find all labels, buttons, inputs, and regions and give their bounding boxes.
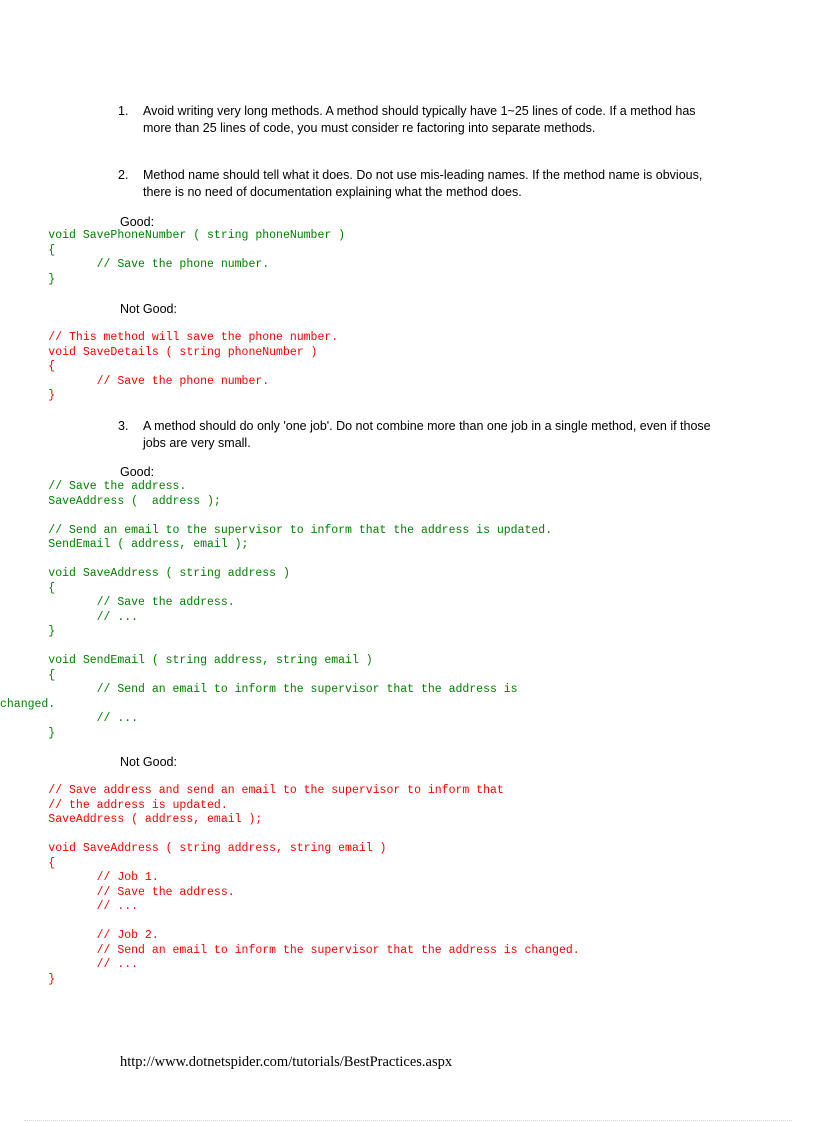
code-line: // Save address and send an email to the supervisor to inform that xyxy=(0,784,504,797)
code-line: { xyxy=(0,243,56,257)
code-line: SaveAddress ( address, email ); xyxy=(0,813,263,826)
code-line: // Save the address. xyxy=(0,596,235,609)
code-line xyxy=(0,553,816,568)
good-label: Good: xyxy=(120,465,155,479)
code-line: // Send an email to the supervisor to inform that the address is updated. xyxy=(0,523,553,537)
code-line: // the address is updated. xyxy=(0,798,228,812)
code-line: // ... xyxy=(0,712,139,725)
not-good-code-block xyxy=(0,784,816,987)
code-line: } xyxy=(0,625,56,638)
code-line: // This method will save the phone number. xyxy=(0,331,339,344)
code-line: void SendEmail ( string address, string email ) xyxy=(0,654,373,667)
code-line: } xyxy=(0,972,56,986)
list-item-text: Method name should tell what it does. Do not use mis-leading names. If the method name is obvious, there is no need of documentation explaining what the method does. xyxy=(143,168,703,199)
code-line: } xyxy=(0,272,56,286)
good-code-block xyxy=(0,229,816,287)
code-line: // Send an email to inform the supervisor that the address is changed. xyxy=(0,943,580,957)
code-line: // ... xyxy=(0,610,139,624)
code-line: // Save the phone number. xyxy=(0,374,270,388)
code-line: void SavePhoneNumber ( string phoneNumber ) xyxy=(0,229,346,242)
code-line: // Job 1. xyxy=(0,871,159,884)
code-line: changed. xyxy=(0,697,56,711)
list-item-number: 1. xyxy=(118,104,129,118)
not-good-label: Not Good: xyxy=(120,302,177,316)
not-good-label: Not Good: xyxy=(120,755,177,769)
code-line: void SaveAddress ( string address, string email ) xyxy=(0,842,387,855)
list-item-2 xyxy=(118,167,718,201)
footer-url: http://www.dotnetspider.com/tutorials/BestPractices.aspx xyxy=(120,1054,453,1070)
code-line: { xyxy=(0,668,56,682)
good-code-block xyxy=(0,480,816,741)
code-line: // Save the phone number. xyxy=(0,258,270,271)
code-line: // ... xyxy=(0,900,139,913)
code-line xyxy=(0,509,816,524)
code-line: // Save the address. xyxy=(0,480,187,493)
code-line: SendEmail ( address, email ); xyxy=(0,538,249,551)
code-line: // Send an email to inform the supervisor that the address is xyxy=(0,683,518,696)
list-item-text: A method should do only 'one job'. Do not combine more than one job in a single method, even if those jobs are very small. xyxy=(143,419,711,450)
list-item-number: 3. xyxy=(118,419,129,433)
code-line: void SaveAddress ( string address ) xyxy=(0,567,290,580)
list-item-text: Avoid writing very long methods. A method should typically have 1~25 lines of code. If a method has more than 25 lines of code, you must consider re factoring into separate methods. xyxy=(143,104,696,135)
list-item-number: 2. xyxy=(118,168,129,182)
code-line: { xyxy=(0,360,56,373)
list-item-1 xyxy=(118,103,718,137)
code-line: SaveAddress ( address ); xyxy=(0,494,221,508)
code-line: // Job 2. xyxy=(0,929,159,942)
code-line: void SaveDetails ( string phoneNumber ) xyxy=(0,345,318,359)
code-line xyxy=(0,915,816,930)
code-line: } xyxy=(0,389,56,402)
good-label: Good: xyxy=(120,215,155,229)
not-good-code-block xyxy=(0,331,816,404)
code-line: // ... xyxy=(0,958,139,971)
page-bottom-divider xyxy=(24,1120,792,1121)
code-line: { xyxy=(0,581,56,595)
list-item-3 xyxy=(118,418,718,452)
code-line: } xyxy=(0,726,56,740)
code-line: // Save the address. xyxy=(0,885,235,899)
code-line xyxy=(0,828,816,843)
code-line: { xyxy=(0,856,56,870)
code-line xyxy=(0,640,816,655)
